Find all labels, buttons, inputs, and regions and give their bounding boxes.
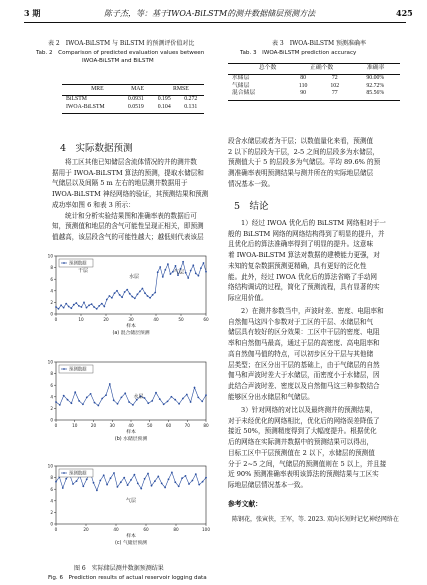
table-cell: 85.56%	[366, 90, 385, 96]
data-point	[178, 485, 180, 487]
data-point	[205, 394, 207, 396]
data-point	[128, 401, 130, 403]
legend-label: 预测数据	[69, 261, 87, 267]
data-point	[175, 265, 177, 267]
text-line: 2）在测井参数当中，声波时差、密度、电阻率和	[241, 307, 384, 315]
data-point	[185, 272, 187, 274]
data-point	[171, 472, 173, 474]
data-point	[195, 273, 197, 275]
region-annotation: 干层	[77, 268, 89, 275]
figure6-caption-en: Fig. 6 Prediction results of actual reservoir logging data	[48, 575, 207, 581]
table3-header-cell: 正确个数	[310, 65, 334, 71]
table3-header-cell: 总个数	[258, 65, 277, 71]
x-tick-label: 0	[54, 423, 58, 428]
region-annotation: 水层	[128, 274, 140, 281]
table2-caption-en-1: Tab. 2 Comparison of predicted evaluation values between	[36, 50, 205, 56]
y-tick-label: 0	[50, 311, 53, 317]
y-tick-label: 2	[50, 300, 53, 305]
table-cell: 0.104	[157, 103, 171, 110]
data-point	[134, 297, 136, 299]
data-point	[142, 288, 144, 290]
data-point	[68, 306, 70, 308]
data-point	[101, 398, 103, 400]
table2-header-cell: MAE	[131, 86, 145, 92]
table3-caption-zh: 表 3 IWOA-BiLSTM 预测准确率	[272, 40, 367, 47]
data-point	[67, 399, 69, 401]
data-point	[55, 306, 57, 308]
data-point	[55, 481, 57, 483]
data-point	[137, 483, 139, 485]
data-point	[86, 397, 88, 399]
table-cell: 102	[330, 82, 340, 89]
data-point	[86, 307, 88, 309]
legend-marker	[63, 262, 65, 264]
data-point	[82, 403, 84, 405]
data-point	[124, 291, 126, 293]
text-line: 后的网络在实际测井数据中的预测结果可以得出，	[228, 438, 374, 447]
table2-mid-rule	[62, 95, 204, 96]
data-point	[72, 483, 74, 485]
data-point	[181, 477, 183, 479]
section4-paragraph	[52, 157, 220, 243]
x-tick-label: 10	[78, 317, 84, 322]
text-line: 目标工区中干层预测值在 2 以下，水储层的预测值	[228, 448, 375, 457]
data-point	[117, 486, 119, 488]
data-point	[116, 290, 118, 292]
data-point	[151, 485, 153, 487]
data-point	[147, 473, 149, 475]
x-tick-label: 60	[203, 317, 209, 322]
data-point	[119, 294, 121, 296]
y-tick-label: 10	[47, 253, 53, 259]
series-line	[56, 384, 206, 406]
data-point	[168, 478, 170, 480]
data-point	[185, 475, 187, 477]
x-tick-label: 40	[128, 423, 134, 428]
text-line: 层类型；在区分出干层的基础上，由于气储层的自然	[228, 360, 380, 369]
panel-sublabel: (b) 水储层预测	[114, 437, 148, 442]
data-point	[195, 473, 197, 475]
data-point	[154, 292, 156, 294]
text-line: 对于未经优化的网络相比，优化后的网络误差降低了	[228, 416, 380, 425]
data-point	[205, 271, 207, 273]
x-tick-label: 40	[153, 317, 159, 322]
data-point	[186, 394, 188, 396]
table-cell: BiLSTM	[66, 96, 87, 102]
x-tick-label: 60	[165, 423, 172, 428]
y-tick-label: 8	[50, 371, 53, 377]
y-tick-label: 6	[50, 486, 53, 492]
text-line: 段含水储层或者为干层；以数值量化来看，预测值	[228, 137, 374, 145]
data-point	[127, 484, 129, 486]
data-point	[90, 393, 92, 395]
table-row	[228, 75, 400, 83]
data-point	[65, 478, 67, 480]
data-point	[205, 477, 207, 479]
text-line: 接近 50%，预测精度得到了大幅度提升。根据优化	[228, 427, 377, 436]
data-point	[91, 303, 93, 305]
table3-header-cell	[228, 65, 243, 73]
data-point	[157, 476, 159, 478]
data-point	[93, 306, 95, 308]
data-point	[62, 487, 64, 489]
legend-marker	[63, 368, 65, 370]
x-tick-label: 40	[113, 527, 119, 532]
y-tick-label: 8	[50, 265, 53, 271]
text-line: 般的 BiLSTM 网络的网络结构得到了明显的提升，并	[228, 229, 385, 238]
text-line: 储层具有较好的区分效果：工区中干层的密度、电阻	[228, 328, 380, 337]
text-line: 预测值大于 5 的层段多为气储层。平均 89.6% 的预	[228, 158, 381, 167]
data-point	[147, 295, 149, 297]
text-line: 测准确率表明预测结果与测井所在的实际地层储层	[228, 169, 374, 178]
table-cell: 90	[300, 90, 307, 96]
x-tick-label: 20	[83, 527, 89, 532]
data-point	[76, 480, 78, 482]
x-tick-label: 30	[128, 317, 134, 322]
data-point	[121, 397, 123, 399]
text-line: 高自然伽马值的特点，可以初步区分干层与其他储	[228, 349, 374, 358]
text-line: 未知的复杂数据预测更精确，具有更好的泛化性	[228, 261, 367, 270]
data-point	[159, 266, 161, 268]
x-tick-label: 80	[173, 527, 179, 532]
y-tick-label: 10	[47, 359, 53, 365]
text-line: 将工区其他已知储层含流体情况的井的测井数	[65, 158, 197, 166]
data-point	[187, 277, 189, 279]
table-cell: 80	[300, 75, 307, 81]
region-annotation: 气层	[173, 269, 185, 276]
data-point	[174, 481, 176, 483]
data-point	[55, 401, 57, 403]
y-tick-label: 0	[50, 417, 53, 423]
data-point	[103, 306, 105, 308]
data-point	[162, 276, 164, 278]
table2-header-cell	[62, 86, 78, 94]
table-cell: 0.131	[184, 103, 198, 110]
data-point	[192, 480, 194, 482]
x-tick-label: 100	[202, 527, 210, 532]
data-point	[159, 398, 161, 400]
text-line: 值越高，该层段含气的可能性越大；越低则代表该层	[52, 232, 204, 241]
text-line: 1）经过 IWOA 优化后的 BiLSTM 网络相对于一	[241, 219, 386, 227]
data-point	[203, 262, 205, 264]
page-number: 425	[396, 8, 413, 18]
region-annotation: 水层	[133, 393, 144, 400]
table-cell: 0.0519	[127, 103, 144, 110]
data-point	[147, 402, 149, 404]
x-tick-label: 30	[109, 423, 115, 428]
data-point	[170, 273, 172, 275]
data-point	[126, 289, 128, 291]
conclusion-3	[228, 405, 398, 491]
x-axis-label: 样本	[126, 534, 136, 539]
data-point	[86, 478, 88, 480]
table3-header-row	[228, 65, 400, 73]
data-point	[167, 401, 169, 403]
data-point	[188, 483, 190, 485]
data-point	[83, 302, 85, 304]
data-point	[70, 307, 72, 309]
text-line: 际地层储层情况基本一致。	[228, 480, 308, 489]
x-axis-label: 样本	[126, 430, 136, 435]
legend-marker	[63, 472, 65, 474]
y-tick-label: 6	[50, 382, 53, 388]
table-row	[62, 96, 204, 104]
table-cell: 77	[331, 90, 338, 96]
data-point	[139, 291, 141, 293]
data-point	[96, 308, 98, 310]
data-point	[124, 392, 126, 394]
table2-header-cell: MRE	[91, 86, 104, 92]
x-tick-label: 80	[203, 423, 209, 428]
data-point	[88, 304, 90, 306]
data-point	[99, 480, 101, 482]
x-tick-label: 50	[147, 423, 153, 428]
data-point	[149, 297, 151, 299]
data-point	[93, 482, 95, 484]
y-tick-label: 2	[50, 510, 53, 515]
data-point	[198, 484, 200, 486]
data-point	[106, 299, 108, 301]
text-line: 能。此外，经过 IWOA 优化后的算法省略了手动网	[228, 272, 378, 281]
y-tick-label: 4	[50, 288, 53, 294]
data-point	[103, 474, 105, 476]
running-title: 陈子杰，等：基于IWOA-BiLSTM的测井数据储层预测方法	[104, 9, 316, 18]
data-point	[63, 395, 65, 397]
table3	[228, 65, 400, 73]
region-annotation: 气层	[125, 497, 137, 504]
table2	[62, 86, 204, 94]
right-intro-paragraph	[228, 136, 398, 190]
data-point	[123, 477, 125, 479]
text-line: 且优化后的算法准确率得到了明显的提升。这意味	[228, 240, 374, 249]
conclusion-1	[228, 218, 398, 304]
table2-top-rule	[62, 84, 204, 85]
data-point	[106, 484, 108, 486]
table3-body	[228, 75, 400, 98]
data-point	[60, 304, 62, 306]
data-point	[105, 394, 107, 396]
data-point	[174, 399, 176, 401]
text-line: 此结合声波时差、密度以及自然伽马这三种参数结合	[228, 381, 380, 390]
data-point	[130, 479, 132, 481]
data-point	[152, 294, 154, 296]
data-point	[81, 306, 83, 308]
text-line: 着 IWOA-BiLSTM 算法对数据的建模能力更强，对	[228, 251, 380, 260]
data-point	[78, 305, 80, 307]
text-line: 气储层以及间隔 5 m 左右的地层测井数据用于	[52, 179, 188, 188]
data-point	[137, 293, 139, 295]
data-point	[151, 400, 153, 402]
data-point	[75, 302, 77, 304]
data-point	[164, 487, 166, 489]
x-tick-label: 0	[54, 317, 58, 322]
table-cell: 110	[298, 82, 308, 89]
data-point	[190, 401, 192, 403]
text-line: 络结构调试的过程，简化了预测流程，具有显著的实	[228, 283, 380, 292]
data-point	[132, 404, 134, 406]
data-point	[98, 305, 100, 307]
data-point	[109, 295, 111, 297]
table-cell: 0.0931	[127, 96, 144, 102]
y-tick-label: 10	[47, 463, 53, 469]
data-point	[192, 264, 194, 266]
text-line: 成功率如图 6 和表 3 所示：	[52, 200, 135, 209]
data-point	[71, 402, 73, 404]
section5-title: 5 结论	[234, 201, 269, 212]
table-cell: 92.72%	[366, 82, 385, 89]
references-title: 参考文献：	[228, 500, 262, 508]
text-line: 知，预测值和地层的含气可能性呈现正相关，即预测	[52, 222, 204, 231]
x-tick-label: 0	[54, 527, 58, 532]
data-point	[197, 397, 199, 399]
table3-bottom-rule	[228, 100, 400, 101]
table-cell: 气储层	[232, 82, 250, 89]
header-rule	[24, 22, 406, 23]
text-line: 近 90% 预测准确率表明该算法的预测结果与工区实	[228, 470, 379, 479]
data-point	[182, 261, 184, 263]
x-tick-label: 70	[184, 423, 190, 428]
table-cell: 0.272	[184, 96, 198, 102]
table-cell: IWOA-BiLSTM	[66, 103, 105, 110]
panel-sublabel: (c) 气储层预测	[115, 541, 147, 546]
table3-top-rule	[228, 63, 400, 64]
data-point	[131, 296, 133, 298]
data-point	[120, 481, 122, 483]
legend-label: 预测数据	[69, 367, 87, 373]
data-point	[58, 308, 60, 310]
data-point	[121, 296, 123, 298]
table2-caption-en-2: IWOA-BiLSTM and BiLSTM	[82, 58, 154, 64]
data-point	[201, 401, 203, 403]
data-point	[113, 472, 115, 474]
table3-header-cell: 准确率	[367, 65, 385, 71]
text-line: 伽马和声波时差大于水储层，而密度小于水储层，因	[228, 371, 380, 380]
data-point	[202, 481, 204, 483]
data-point	[111, 297, 113, 299]
x-tick-label: 60	[143, 527, 149, 532]
text-line: 3）针对网络的对比以及最终测井的预测结果，	[241, 406, 378, 414]
table2-bottom-rule	[62, 113, 204, 114]
data-point	[171, 396, 173, 398]
data-point	[109, 383, 111, 385]
table-cell: 混合储层	[232, 90, 256, 96]
data-point	[94, 402, 96, 404]
text-line: 际应用价值。	[228, 293, 268, 302]
data-point	[154, 480, 156, 482]
section4-title: 4 实际数据预测	[60, 143, 133, 154]
table2-header-cell: RMSE	[173, 86, 189, 92]
y-tick-label: 6	[50, 276, 53, 282]
text-line: 据用于 IWOA-BiLSTM 算法的预测，提取水储层和	[52, 168, 204, 177]
text-line: 率和自然伽马最高，通过于层的高密度、高电阻率和	[228, 339, 380, 348]
table-cell: 水储层	[232, 75, 250, 81]
x-tick-label: 20	[90, 423, 97, 428]
table-row	[228, 90, 400, 98]
y-tick-label: 4	[50, 498, 53, 504]
y-tick-label: 8	[50, 475, 53, 481]
x-tick-label: 10	[72, 423, 78, 428]
data-point	[161, 483, 163, 485]
table2-caption-zh: 表 2 IWOA-BiLSTM 与 BiLSTM 的预测评价值对比	[48, 40, 195, 47]
data-point	[129, 293, 131, 295]
figure6	[36, 250, 222, 570]
data-point	[182, 398, 184, 400]
table3-mid-rule	[228, 74, 400, 75]
text-line: 统计和分析实验结果图和准确率表的数据后可	[65, 211, 197, 220]
data-point	[113, 399, 115, 401]
data-point	[65, 303, 67, 305]
data-point	[63, 307, 65, 309]
y-tick-label: 2	[50, 406, 53, 411]
x-axis-label: 样本	[126, 324, 136, 329]
data-point	[144, 292, 146, 294]
table-row	[228, 83, 400, 91]
y-tick-label: 0	[50, 521, 53, 527]
table-row	[62, 104, 204, 112]
data-point	[194, 387, 196, 389]
text-line: 自然伽马这四个参数对于工区的干层、水储层和气	[228, 317, 374, 326]
data-point	[163, 403, 165, 405]
data-point	[190, 270, 192, 272]
conclusion-2	[228, 306, 398, 402]
text-line: 能够区分出水储层和气储层。	[228, 392, 314, 401]
table-cell: 0.195	[157, 96, 171, 102]
data-point	[73, 304, 75, 306]
data-point	[117, 403, 119, 405]
figure6-caption-zh: 图 6 实际储层测井数据预测结果	[74, 565, 164, 572]
table2-body	[62, 96, 204, 111]
text-line: 2 以下的层段为干层，2-5 之间的层段多为水储层，	[228, 147, 379, 156]
data-point	[110, 477, 112, 479]
data-point	[178, 403, 180, 405]
data-point	[97, 405, 99, 407]
text-line: IWOA-BiLSTM 神经网络的验证，其预测结果和预测	[52, 190, 209, 199]
data-point	[167, 263, 169, 265]
table-cell: 90.00%	[366, 75, 385, 81]
data-point	[144, 397, 146, 399]
table3-caption-en: Tab. 3 IWOA-BiLSTM prediction accuracy	[240, 50, 357, 56]
data-point	[198, 275, 200, 277]
data-point	[134, 474, 136, 476]
data-point	[96, 490, 98, 492]
panel-sublabel: (a) 混合储层预测	[112, 331, 150, 336]
issue-number: 3 期	[24, 8, 41, 18]
data-point	[200, 267, 202, 269]
data-point	[144, 478, 146, 480]
data-point	[82, 485, 84, 487]
text-line: 分于 2~5 之间，气储层的预测值则在 5 以上，并且接	[228, 459, 387, 468]
data-point	[74, 391, 76, 393]
data-point	[155, 392, 157, 394]
y-tick-label: 4	[50, 394, 53, 400]
data-point	[157, 271, 159, 273]
x-tick-label: 50	[178, 317, 184, 322]
data-point	[114, 292, 116, 294]
table2-header-row	[62, 86, 204, 94]
text-line: 情况基本一致。	[228, 179, 275, 188]
legend-label: 预测数据	[69, 471, 87, 477]
data-point	[164, 269, 166, 271]
table-cell: 72	[331, 75, 338, 81]
data-point	[101, 303, 103, 305]
data-point	[78, 400, 80, 402]
data-point	[140, 488, 142, 490]
x-tick-label: 20	[103, 317, 109, 322]
data-point	[59, 404, 61, 406]
reference-1: 陈钢花，张寅侠，王军，等. 2023. 双向长短时记忆神经网络在	[232, 516, 399, 523]
